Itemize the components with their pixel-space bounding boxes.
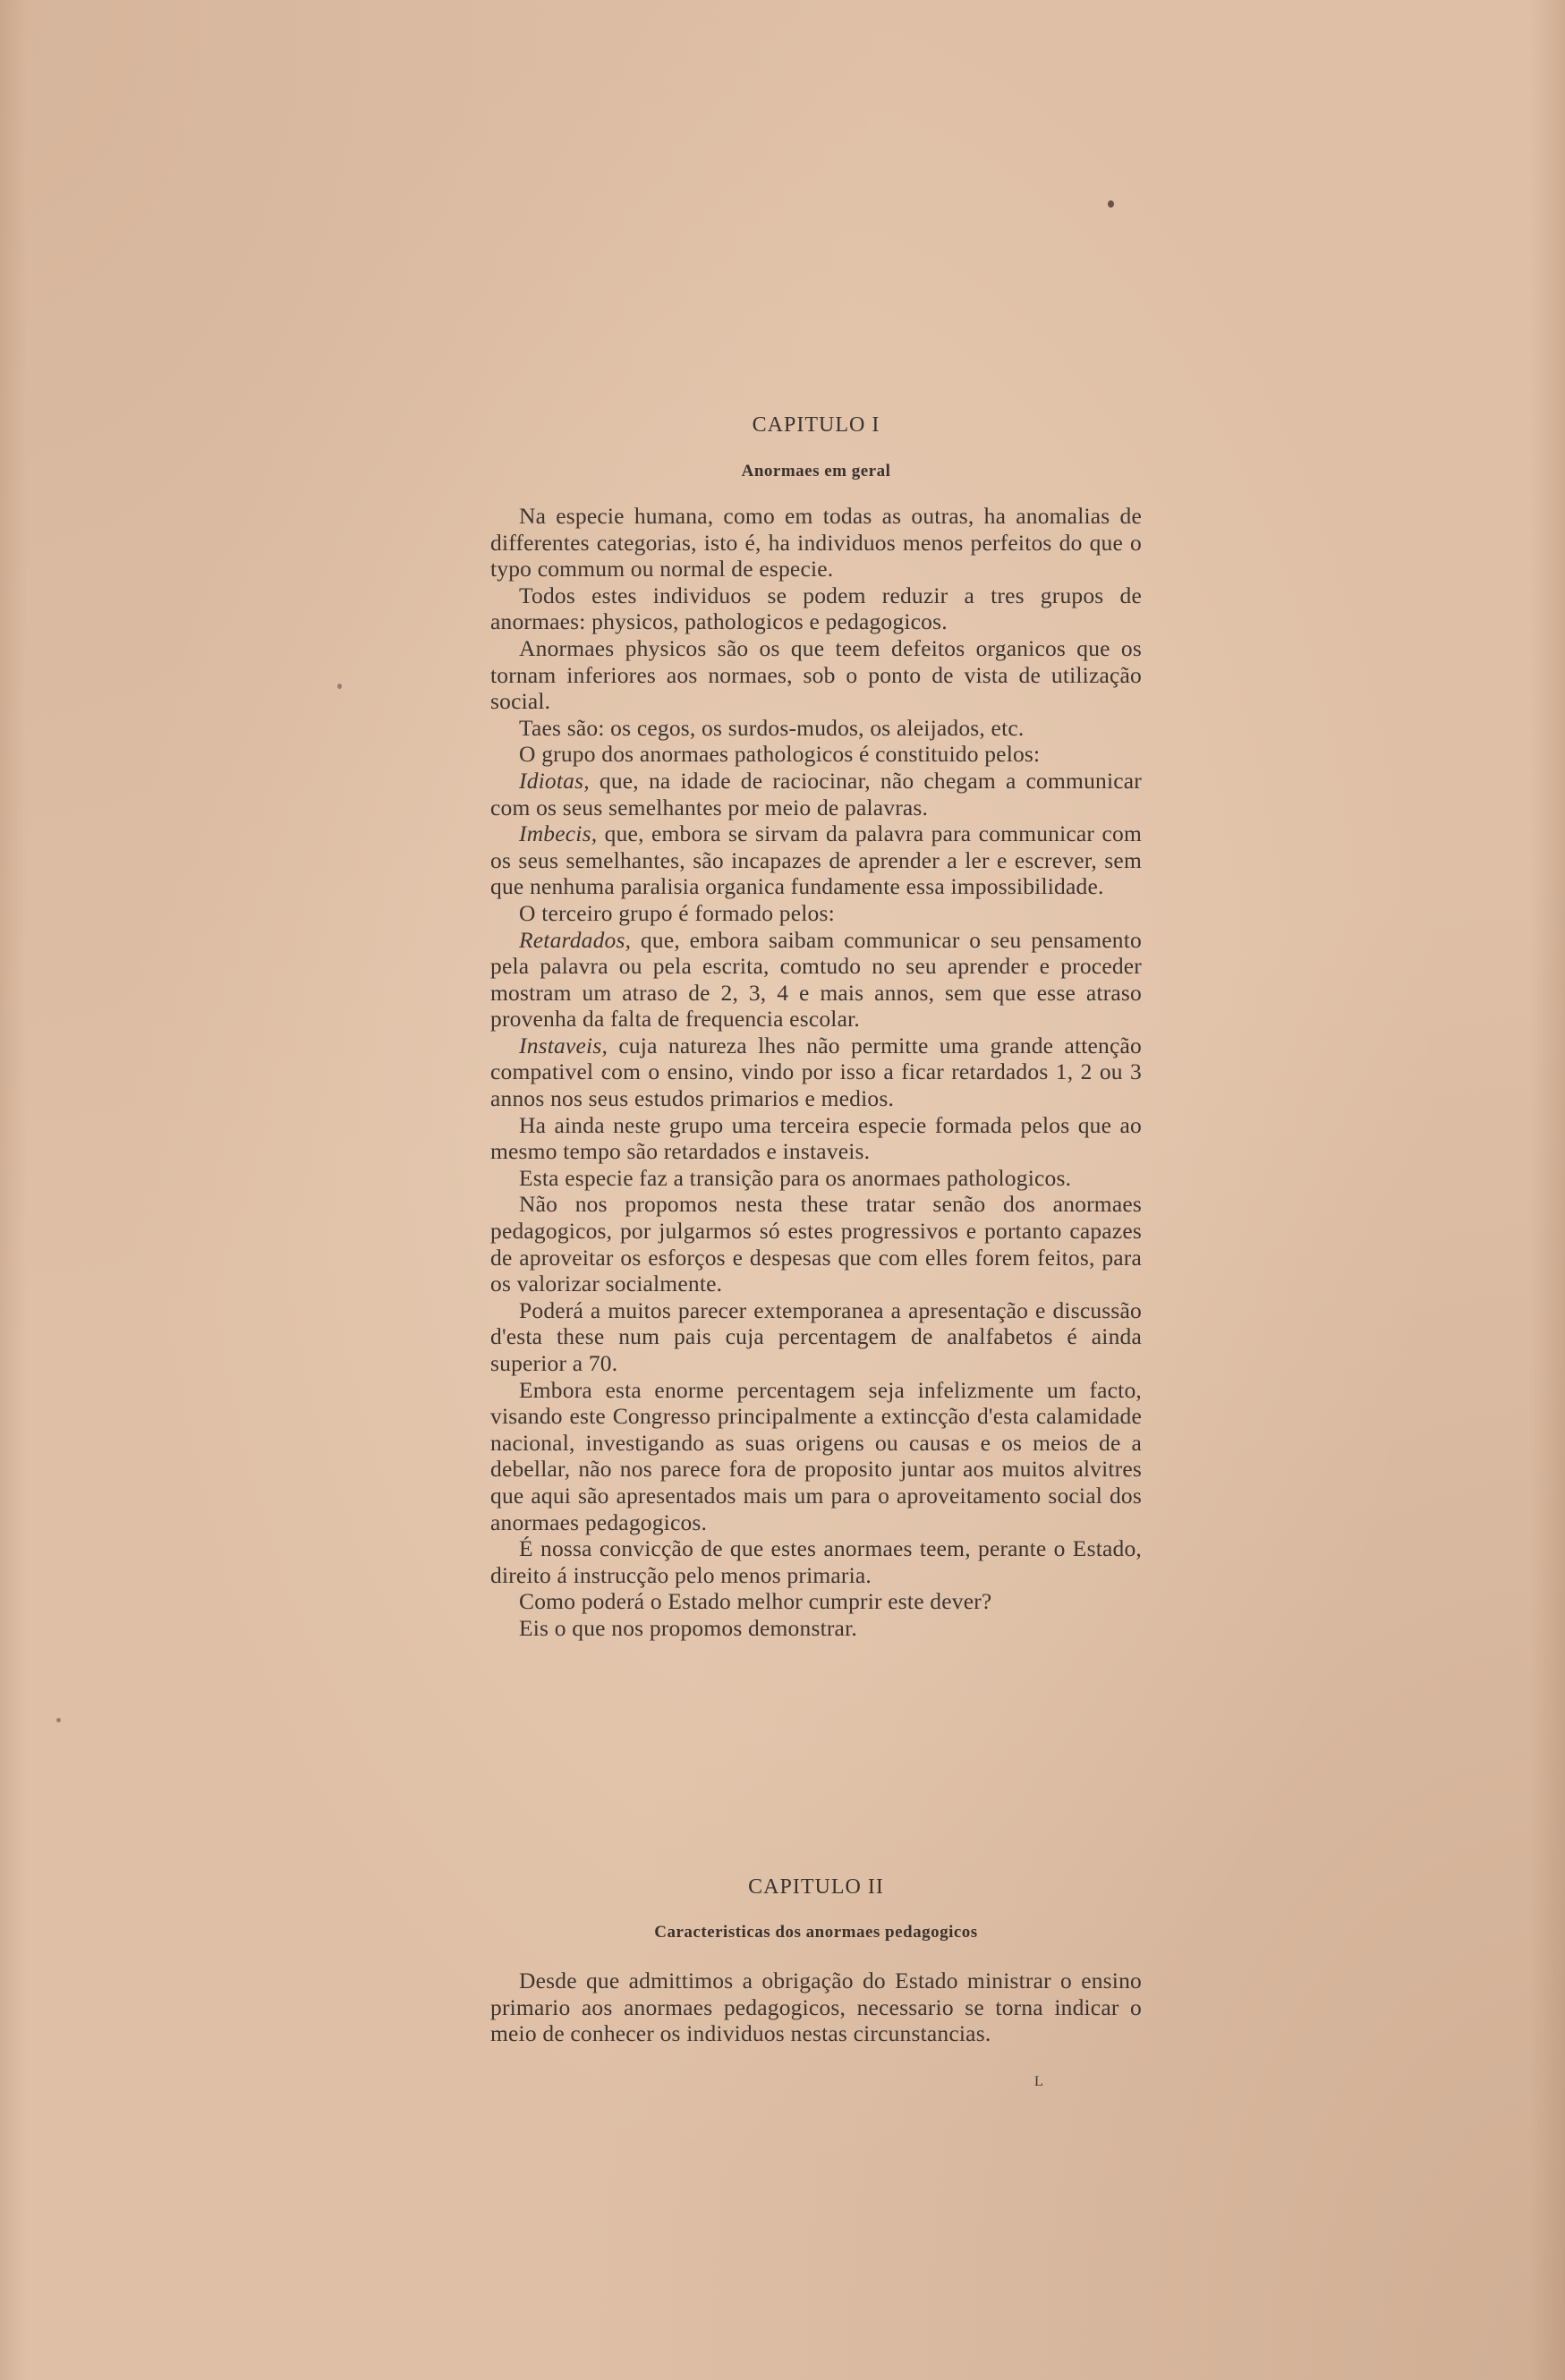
chapter-subtitle: Anormaes em geral [741, 462, 891, 480]
paragraph: Desde que admittimos a obrigação do Estado ministrar o ensino primario aos anormaes pedagogicos, necessario se torna indicar o meio de conhecer os individuos nestas circunstancias. [490, 1968, 1142, 2047]
paragraph: Como poderá o Estado melhor cumprir este dever? [519, 1588, 992, 1615]
paragraph: O grupo dos anormaes pathologicos é constituido pelos: [519, 741, 1041, 768]
ink-speck [1108, 200, 1114, 208]
chapter-2 [490, 1875, 1142, 2047]
ink-speck [337, 684, 342, 689]
paragraph: Esta especie faz a transição para os anormaes pathologicos. [519, 1164, 1072, 1191]
paragraph: Na especie humana, como em todas as outras, ha anomalias de differentes categorias, isto é, ha individuos menos perfeitos do que o typo commum ou normal de especie. [490, 503, 1142, 582]
paragraph: Anormaes physicos são os que teem defeitos organicos que os tornam inferiores aos normaes, sob o ponto de vista de utilização social. [490, 634, 1142, 715]
paragraph: Taes são: os cegos, os surdos-mudos, os aleijados, etc. [519, 714, 1025, 741]
chapter-heading: CAPITULO I [752, 413, 880, 437]
term-label: Imbecis, [519, 820, 598, 847]
term-label: Idiotas, [519, 767, 590, 794]
paragraph: Não nos propomos nesta these tratar senão dos anormaes pedagogicos, por julgarmos só estes progressivos e portanto capazes de aproveitar os esforços e despesas que com elles forem feitos, para os valorizar socialmente. [490, 1191, 1142, 1297]
chapter-subtitle: Caracteristicas dos anormaes pedagogicos [654, 1923, 978, 1942]
paragraph: Instaveis, cuja natureza lhes não permitte uma grande attenção compativel com o ensino, vindo por isso a ficar retardados 1, 2 ou 3 annos nos seus estudos primarios e medios. [490, 1032, 1142, 1112]
paragraph: Embora esta enorme percentagem seja infelizmente um facto, visando este Congresso principalmente a extincção d'esta calamidade nacional, investigando as suas origens ou causas e os meios de a debellar, não nos parece fora de proposito juntar aos muitos alvitres que aqui são apresentados mais um para o aproveitamento social dos anormaes pedagogicos. [490, 1376, 1142, 1535]
chapter-body [490, 1968, 1142, 2047]
paragraph: Retardados, que, embora saibam communicar o seu pensamento pela palavra ou pela escrita, comtudo no seu aprender e proceder mostram um atraso de 2, 3, 4 e mais annos, sem que esse atraso provenha da falta de frequencia escolar. [490, 926, 1142, 1033]
paragraph: Imbecis, que, embora se sirvam da palavra para communicar com os seus semelhantes, são incapazes de aprender a ler e escrever, sem que nenhuma paralisia organica fundamente essa impossibilidade. [490, 820, 1142, 900]
paragraph: Poderá a muitos parecer extemporanea a apresentação e discussão d'esta these num pais cuja percentagem de analfabetos é ainda superior a 70. [490, 1296, 1142, 1376]
chapter-body [490, 503, 1142, 1642]
page-edge-shadow-right [1529, 0, 1565, 2380]
term-label: Retardados, [519, 926, 632, 953]
chapter-1 [490, 413, 1142, 1642]
paragraph: Idiotas, que, na idade de raciocinar, não chegam a communicar com os seus semelhantes por meio de palavras. [490, 767, 1142, 820]
paragraph: Todos estes individuos se podem reduzir a tres grupos de anormaes: physicos, pathologicos e pedagogicos. [490, 582, 1142, 635]
chapter-heading: CAPITULO II [748, 1875, 884, 1899]
paragraph: Ha ainda neste grupo uma terceira especie formada pelos que ao mesmo tempo são retardados e instaveis. [490, 1111, 1142, 1165]
signature-mark: L [1034, 2074, 1043, 2089]
paragraph: Eis o que nos propomos demonstrar. [519, 1614, 857, 1641]
paragraph: É nossa convicção de que estes anormaes teem, perante o Estado, direito á instrucção pelo menos primaria. [490, 1535, 1142, 1588]
term-label: Instaveis, [519, 1032, 608, 1058]
paragraph: O terceiro grupo é formado pelos: [519, 899, 835, 926]
page-edge-shadow-left [0, 0, 27, 2380]
ink-speck [56, 1718, 61, 1722]
